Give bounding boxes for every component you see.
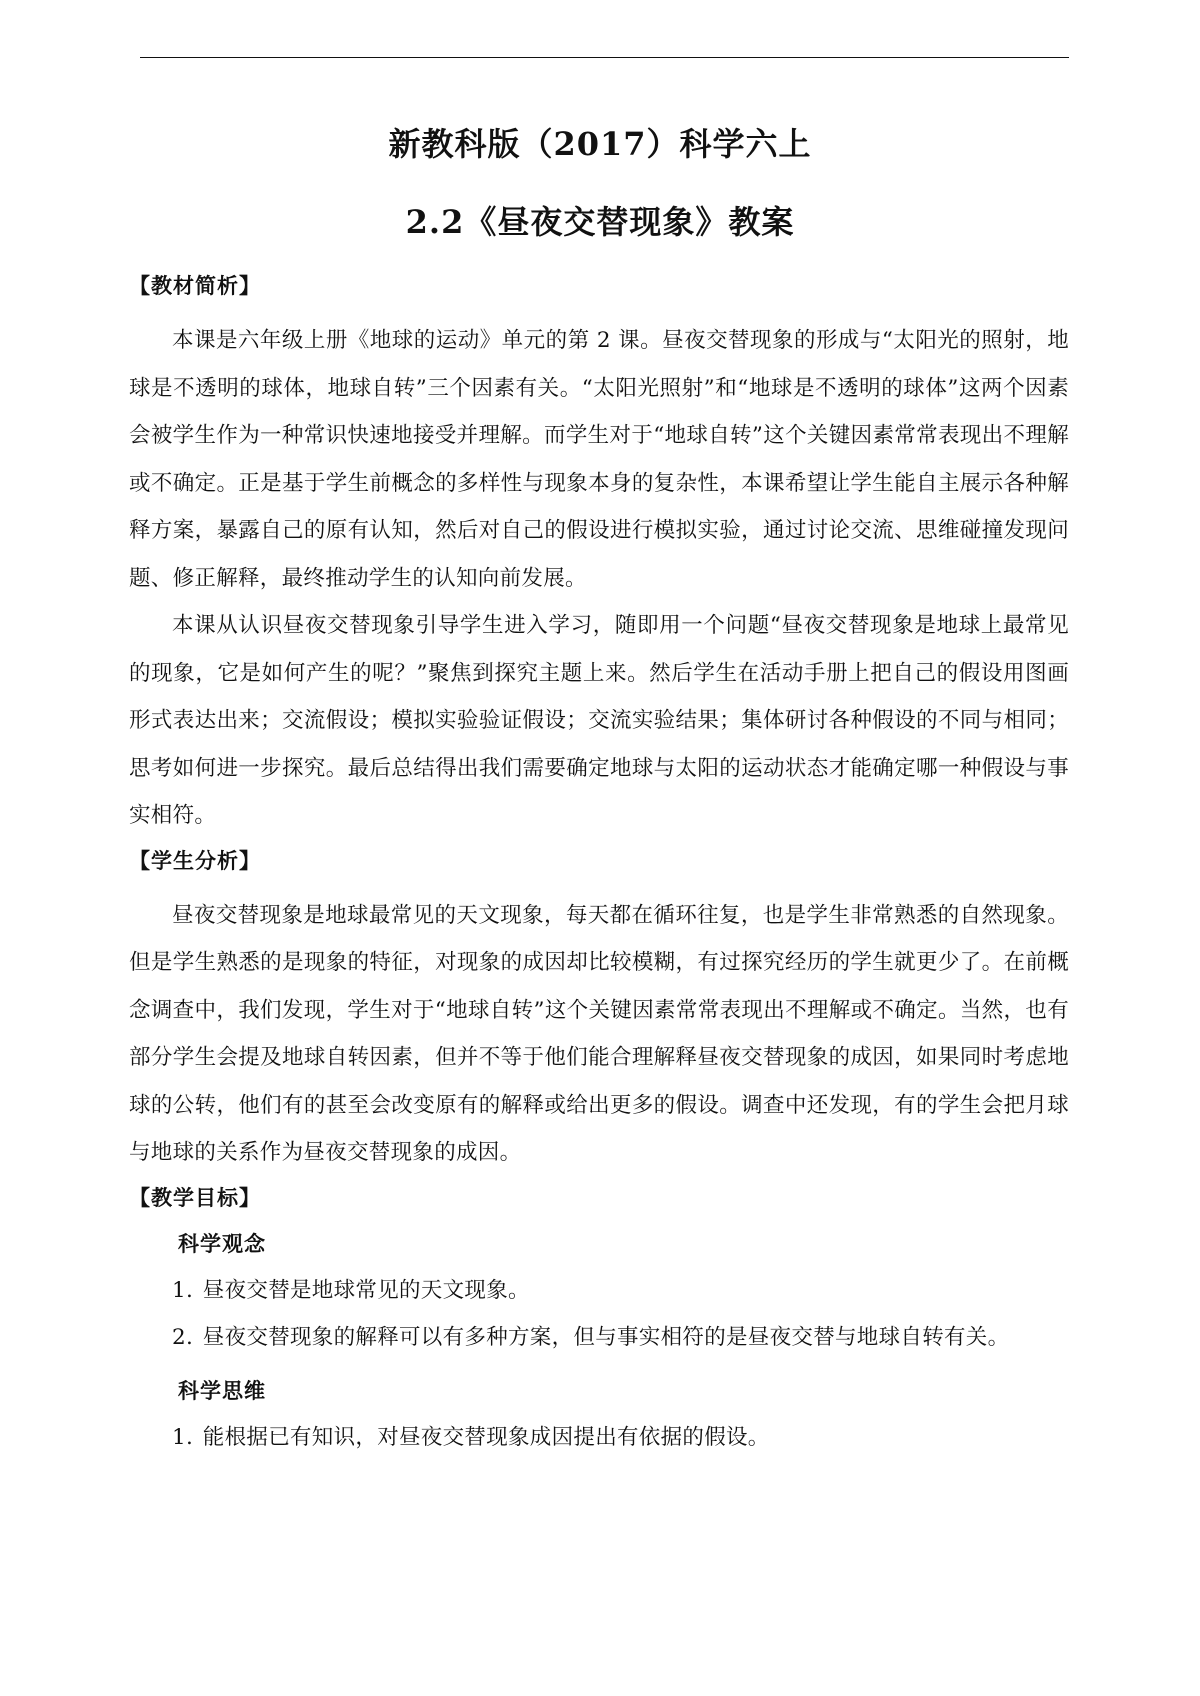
section-student-analysis [129, 844, 1069, 1177]
list-item [129, 1314, 1069, 1362]
section-heading: 【教学目标】 [129, 1185, 261, 1210]
section-material-analysis [129, 269, 1069, 840]
document-title: 新教科版（2017）科学六上 [388, 125, 812, 163]
list-item-number: 1. [172, 1424, 194, 1450]
list-item [129, 1414, 1069, 1462]
section-heading: 【学生分析】 [129, 848, 261, 873]
lesson-title: 2.2《昼夜交替现象》教案 [405, 203, 795, 241]
list-item-number: 1. [172, 1277, 194, 1303]
paragraph: 本课是六年级上册《地球的运动》单元的第 2 课。昼夜交替现象的形成与“太阳光的照射，地球是不透明的球体，地球自转”三个因素有关。“太阳光照射”和“地球是不透明的球体”这两个因素会被学生作为一种常识快速地接受并理解。而学生对于“地球自转”这个关键因素常常表现出不理解或不确定。正是基于学生前概念的多样性与现象本身的复杂性，本课希望让学生能自主展示各种解释方案，暴露自己的原有认知，然后对自己的假设进行模拟实验，通过讨论交流、思维碰撞发现问题、修正解释，最终推动学生的认知向前发展。 [129, 328, 1069, 591]
list-item-text: 昼夜交替是地球常见的天文现象。 [202, 1277, 530, 1303]
paragraph: 本课从认识昼夜交替现象引导学生进入学习，随即用一个问题“昼夜交替现象是地球上最常见的现象，它是如何产生的呢？”聚焦到探究主题上来。然后学生在活动手册上把自己的假设用图画形式表达出来；交流假设；模拟实验验证假设；交流实验结果；集体研讨各种假设的不同与相同；思考如何进一步探究。最后总结得出我们需要确定地球与太阳的运动状态才能确定哪一种假设与事实相符。 [129, 613, 1069, 828]
document-body [129, 269, 1069, 1461]
subheading-science-thinking: 科学思维 [178, 1378, 266, 1403]
list-item [129, 1267, 1069, 1315]
section-heading: 【教材简析】 [129, 274, 261, 298]
list-item-number: 2. [172, 1325, 194, 1350]
section-teaching-goals [129, 1181, 1069, 1462]
subheading-science-concepts: 科学观念 [178, 1231, 266, 1256]
list-item-text: 昼夜交替现象的解释可以有多种方案，但与事实相符的是昼夜交替与地球自转有关。 [202, 1325, 1010, 1350]
list-item-text: 能根据已有知识，对昼夜交替现象成因提出有依据的假设。 [202, 1424, 770, 1450]
paragraph: 昼夜交替现象是地球最常见的天文现象，每天都在循环往复，也是学生非常熟悉的自然现象。但是学生熟悉的是现象的特征，对现象的成因却比较模糊，有过探究经历的学生就更少了。在前概念调查中，我们发现，学生对于“地球自转”这个关键因素常常表现出不理解或不确定。当然，也有部分学生会提及地球自转因素，但并不等于他们能合理解释昼夜交替现象的成因，如果同时考虑地球的公转，他们有的甚至会改变原有的解释或给出更多的假设。调查中还发现，有的学生会把月球与地球的关系作为昼夜交替现象的成因。 [129, 902, 1069, 1165]
header-rule [140, 57, 1069, 58]
